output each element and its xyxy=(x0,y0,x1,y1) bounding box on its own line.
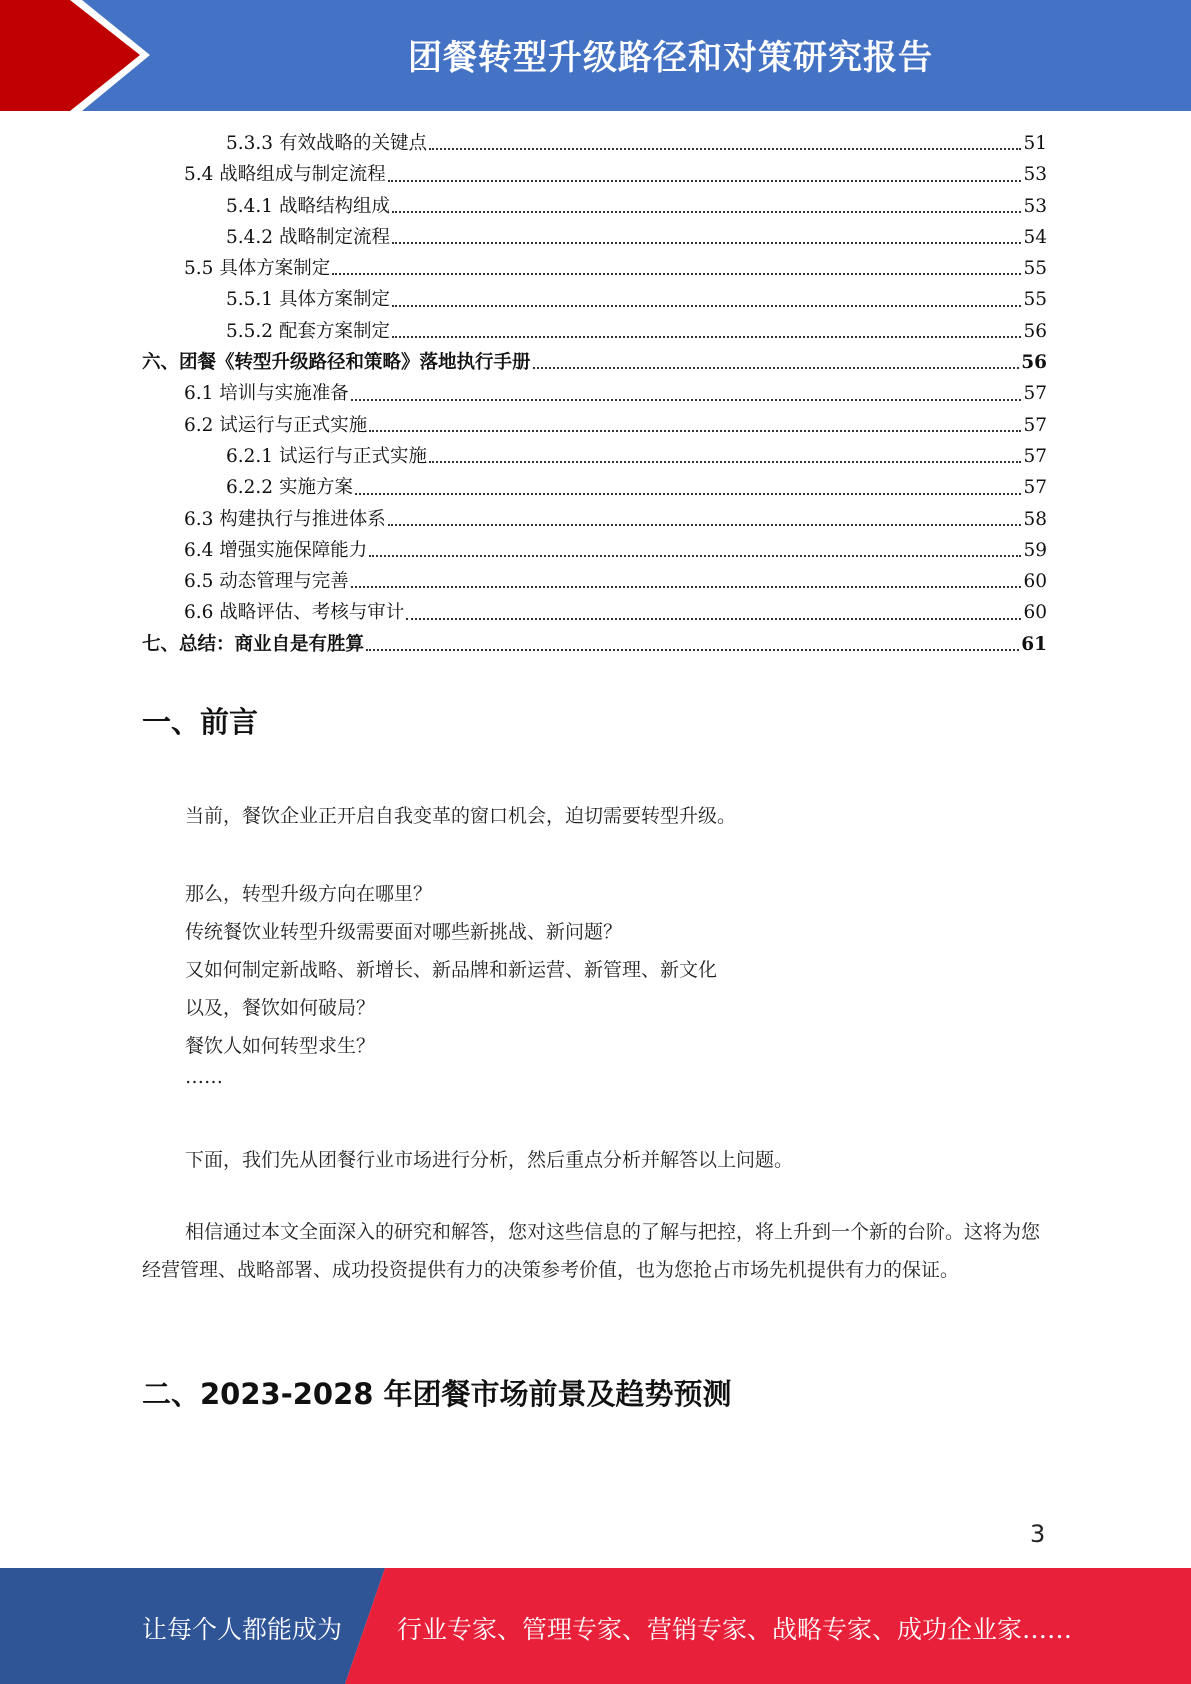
toc-entry[interactable] xyxy=(142,535,1047,566)
toc-entry[interactable] xyxy=(142,629,1047,660)
toc-entry-title: 5.5.1 具体方案制定 xyxy=(226,289,390,311)
toc-entry-title: 5.4 战略组成与制定流程 xyxy=(184,164,386,186)
toc-entry[interactable] xyxy=(142,504,1047,535)
toc-dot-leader xyxy=(355,492,1022,495)
toc-entry-title: 5.4.1 战略结构组成 xyxy=(226,195,390,217)
toc-entry-page: 56 xyxy=(1023,320,1047,342)
footer-slogan-right: 行业专家、管理专家、营销专家、战略专家、成功企业家…… xyxy=(397,1615,1073,1644)
toc-dot-leader xyxy=(351,398,1022,401)
page-number: 3 xyxy=(1030,1520,1046,1548)
toc-entry[interactable] xyxy=(142,253,1047,284)
question-line: 以及，餐饮如何破局？ xyxy=(185,997,376,1019)
toc-dot-leader xyxy=(388,523,1022,526)
toc-entry[interactable] xyxy=(142,378,1047,409)
toc-entry-page: 51 xyxy=(1023,133,1047,154)
toc-entry[interactable] xyxy=(142,597,1047,628)
toc-entry-title: 6.2 试运行与正式实施 xyxy=(184,414,368,436)
toc-dot-leader xyxy=(429,460,1021,463)
toc-entry[interactable] xyxy=(142,316,1047,347)
ellipsis-line: …… xyxy=(185,1066,223,1088)
toc-dot-leader xyxy=(388,179,1022,182)
toc-entry[interactable] xyxy=(142,410,1047,441)
toc-entry-page: 55 xyxy=(1023,258,1047,280)
toc-dot-leader xyxy=(533,366,1020,369)
toc-entry-title: 六、团餐《转型升级路径和策略》落地执行手册 xyxy=(142,352,531,374)
toc-entry[interactable] xyxy=(142,222,1047,253)
toc-entry-page: 57 xyxy=(1023,414,1047,436)
toc-dot-leader xyxy=(392,304,1021,307)
toc-entry[interactable] xyxy=(142,347,1047,378)
toc-entry-page: 57 xyxy=(1023,445,1047,467)
question-line: 那么，转型升级方向在哪里？ xyxy=(185,883,433,905)
question-line: 餐饮人如何转型求生？ xyxy=(185,1035,376,1057)
toc-entry-title: 5.5 具体方案制定 xyxy=(184,258,331,280)
toc-entry[interactable] xyxy=(142,566,1047,597)
toc-dot-leader xyxy=(406,617,1021,620)
toc-entry-page: 61 xyxy=(1021,633,1047,655)
toc-entry-title: 6.6 战略评估、考核与审计 xyxy=(184,602,405,624)
table-of-contents xyxy=(142,128,1047,660)
toc-entry-page: 53 xyxy=(1023,164,1047,186)
toc-entry[interactable] xyxy=(142,472,1047,503)
toc-entry-title: 5.4.2 战略制定流程 xyxy=(226,226,390,248)
toc-entry-page: 53 xyxy=(1023,195,1047,217)
toc-entry[interactable] xyxy=(142,284,1047,315)
toc-dot-leader xyxy=(369,429,1021,432)
footer-slogan-left: 让每个人都能成为 xyxy=(142,1615,343,1644)
header-chevron-decoration xyxy=(0,0,160,111)
toc-dot-leader xyxy=(392,335,1021,338)
toc-entry-title: 5.5.2 配套方案制定 xyxy=(226,320,390,342)
toc-entry-page: 58 xyxy=(1023,508,1047,530)
analysis-paragraph: 下面，我们先从团餐行业市场进行分析，然后重点分析并解答以上问题。 xyxy=(185,1149,794,1171)
toc-entry-title: 6.2.1 试运行与正式实施 xyxy=(226,445,427,467)
toc-dot-leader xyxy=(392,241,1021,244)
toc-dot-leader xyxy=(392,210,1021,213)
toc-entry-page: 56 xyxy=(1021,352,1047,374)
toc-dot-leader xyxy=(351,585,1022,588)
toc-entry-page: 57 xyxy=(1023,383,1047,405)
section-heading-preface: 一、前言 xyxy=(142,705,259,739)
toc-entry-page: 57 xyxy=(1023,477,1047,499)
page-header xyxy=(0,0,1191,111)
toc-entry-page: 55 xyxy=(1023,289,1047,311)
toc-entry-title: 6.2.2 实施方案 xyxy=(226,477,353,499)
conclusion-paragraph: 相信通过本文全面深入的研究和解答，您对这些信息的了解与把控，将上升到一个新的台阶。这将为您经营管理、战略部署、成功投资提供有力的决策参考价值，也为您抢占市场先机提供有力的保证。 xyxy=(142,1221,1041,1281)
toc-entry[interactable] xyxy=(142,128,1047,159)
toc-entry-page: 59 xyxy=(1023,539,1047,561)
page-footer xyxy=(0,1568,1191,1684)
question-line: 传统餐饮业转型升级需要面对哪些新挑战、新问题？ xyxy=(185,921,623,943)
toc-dot-leader xyxy=(332,272,1021,275)
question-line: 又如何制定新战略、新增长、新品牌和新运营、新管理、新文化 xyxy=(185,959,718,981)
toc-entry-title: 6.4 增强实施保障能力 xyxy=(184,539,368,561)
toc-entry[interactable] xyxy=(142,191,1047,222)
toc-dot-leader xyxy=(429,147,1021,150)
toc-entry[interactable] xyxy=(142,159,1047,190)
intro-paragraph: 当前，餐饮企业正开启自我变革的窗口机会，迫切需要转型升级。 xyxy=(185,805,737,827)
toc-dot-leader xyxy=(369,554,1021,557)
toc-entry-page: 60 xyxy=(1023,602,1047,624)
toc-entry-page: 54 xyxy=(1023,226,1047,248)
toc-entry-title: 七、总结：商业自是有胜算 xyxy=(142,633,365,655)
toc-entry-title: 6.3 构建执行与推进体系 xyxy=(184,508,386,530)
section-heading-forecast: 二、2023-2028 年团餐市场前景及趋势预测 xyxy=(142,1377,732,1411)
toc-entry[interactable] xyxy=(142,441,1047,472)
toc-entry-title: 6.1 培训与实施准备 xyxy=(184,383,349,405)
toc-dot-leader xyxy=(366,648,1019,651)
toc-entry-page: 60 xyxy=(1023,571,1047,593)
report-title: 团餐转型升级路径和对策研究报告 xyxy=(408,38,933,78)
toc-entry-title: 6.5 动态管理与完善 xyxy=(184,571,349,593)
toc-entry-title: 5.3.3 有效战略的关键点 xyxy=(226,133,427,154)
